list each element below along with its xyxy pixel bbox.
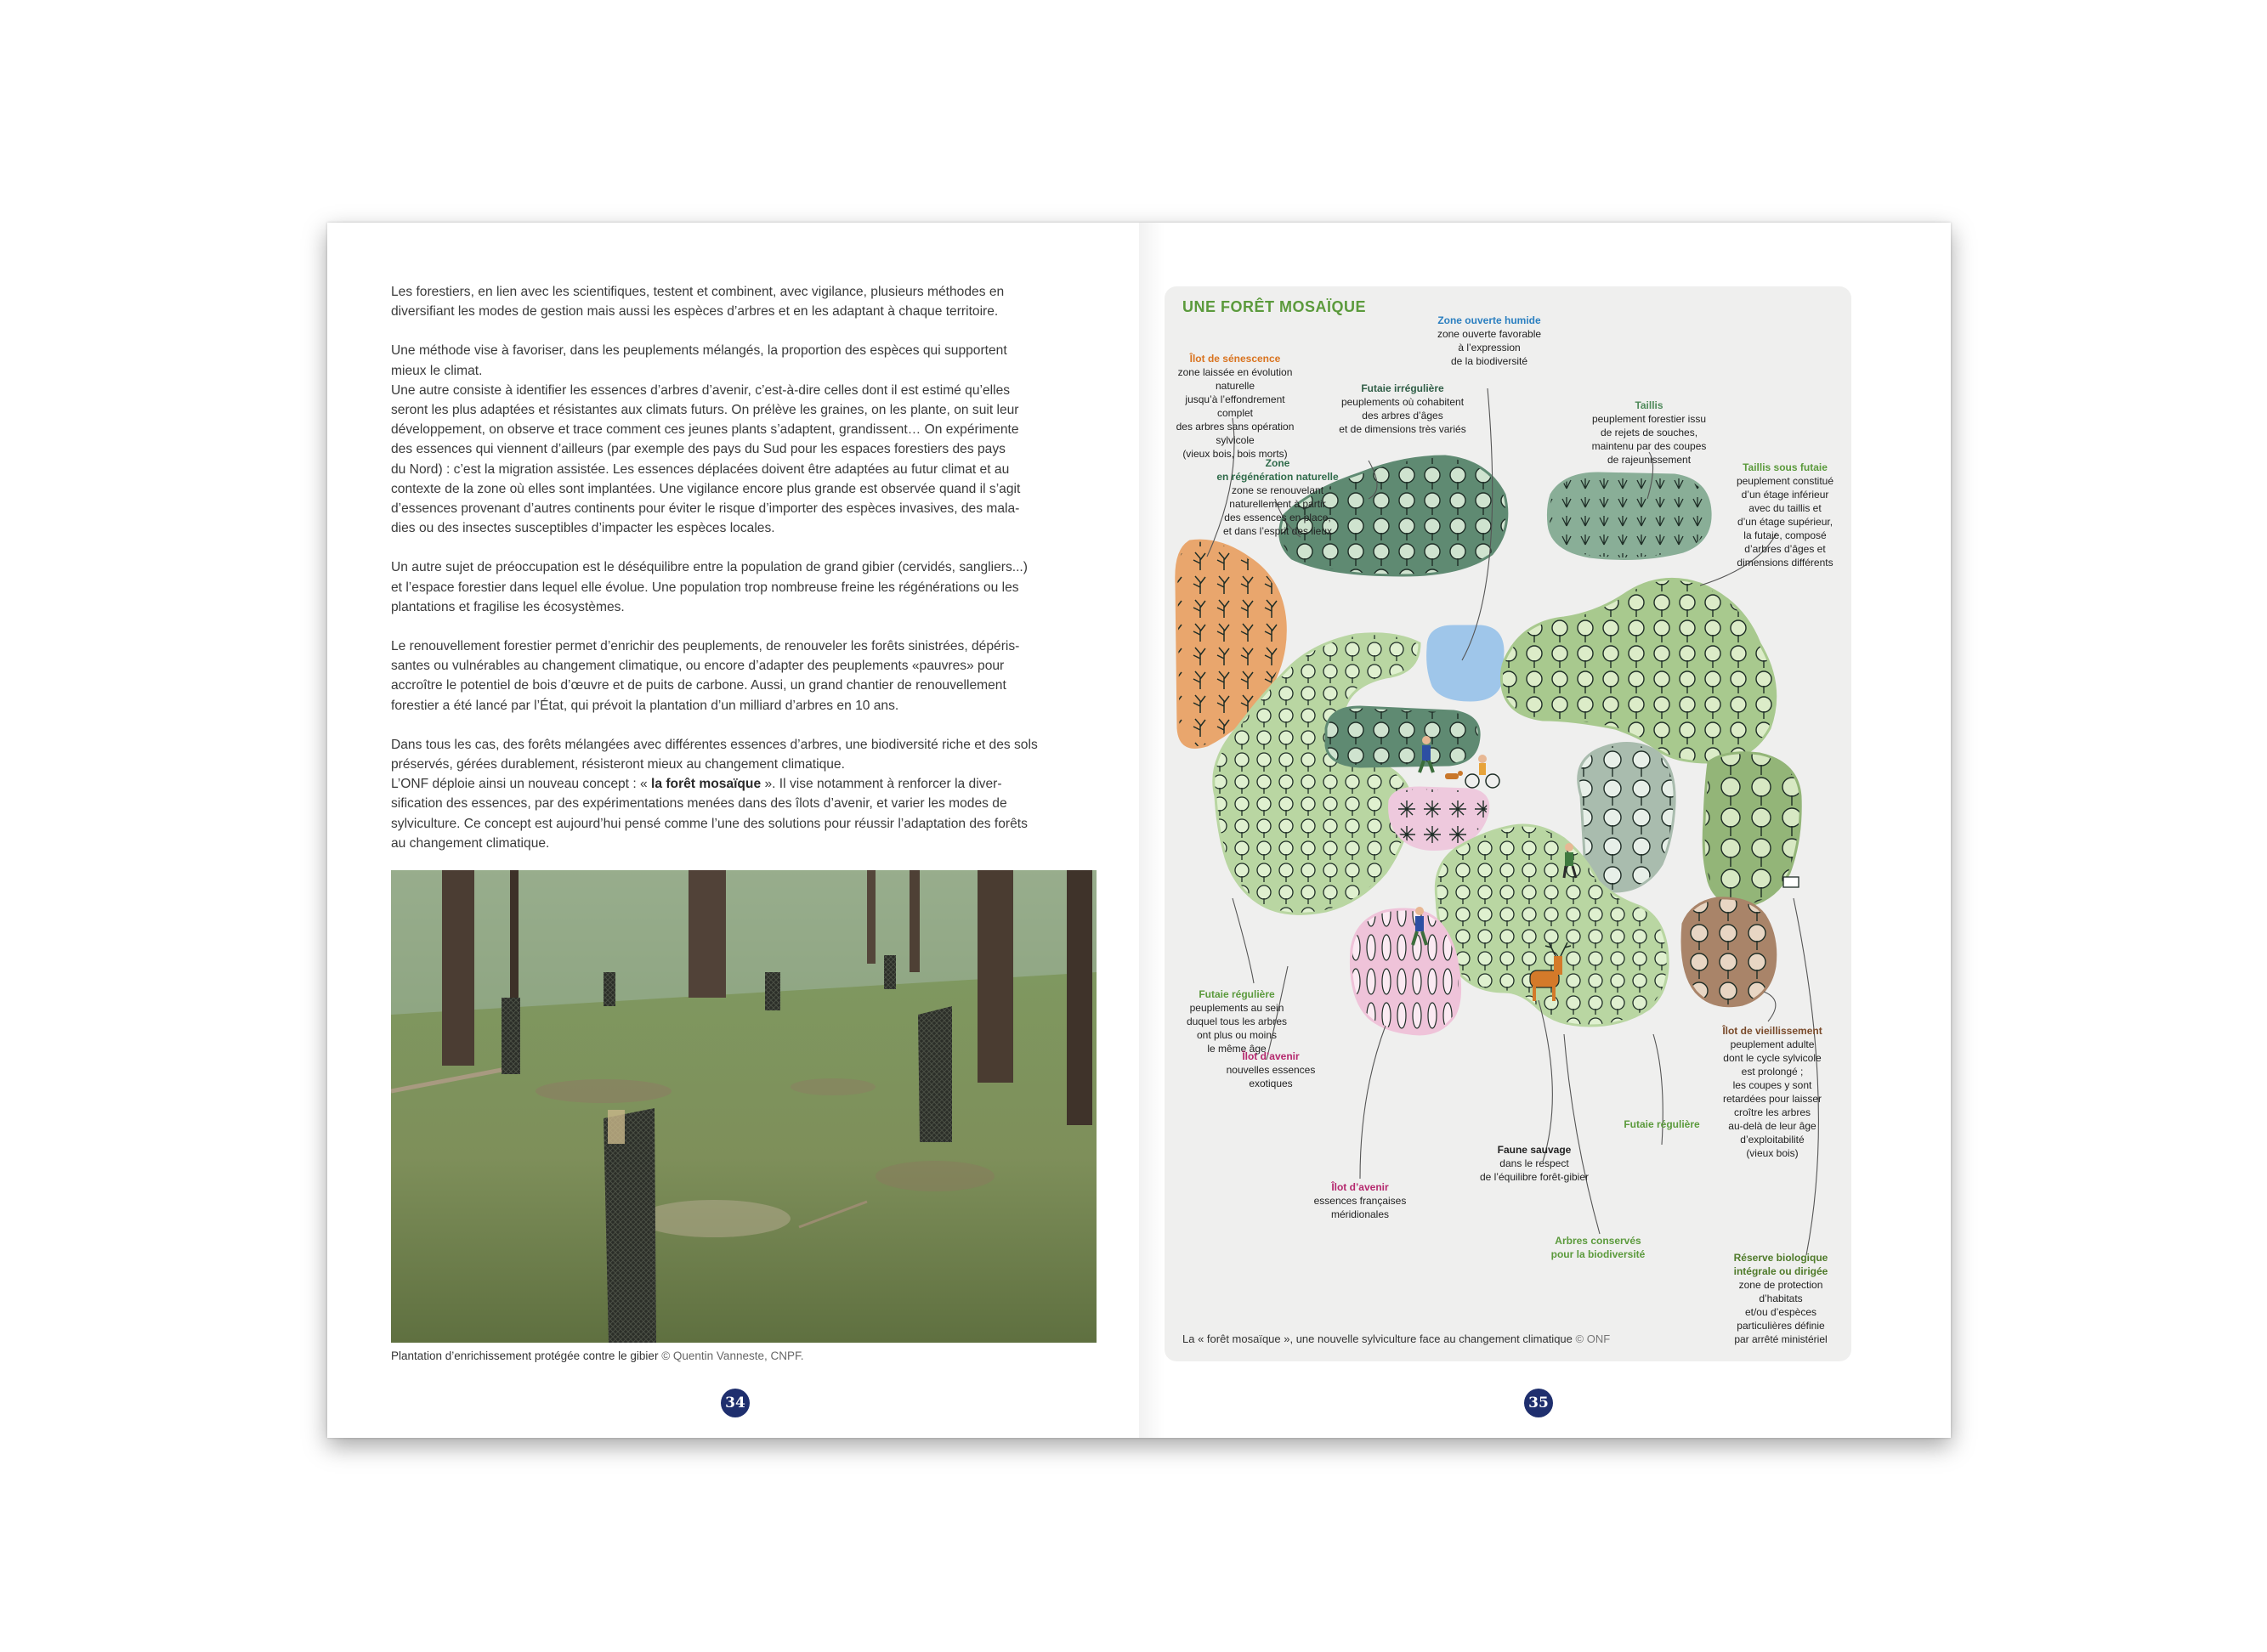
- panel-caption: [1182, 1332, 1610, 1345]
- label-line: croître les arbres: [1733, 1106, 1811, 1118]
- label-line: d’arbres d’âges et: [1744, 543, 1826, 555]
- label-line: dont le cycle sylvicole: [1723, 1052, 1822, 1064]
- text-line: Une méthode vise à favoriser, dans les peuplements mélangés, la proportion des espèces qui supportent: [391, 343, 1007, 359]
- paragraph-2: [391, 341, 1097, 538]
- label-line: exotiques: [1249, 1078, 1293, 1089]
- label-title: Zone ouverte humide: [1437, 314, 1541, 326]
- label-line: dans le respect: [1499, 1157, 1569, 1169]
- label-line: de rajeunissement: [1607, 454, 1692, 466]
- label-taillis-sous-futaie: [1726, 461, 1845, 569]
- label-title: Futaie régulière: [1624, 1118, 1700, 1130]
- label-line: de rejets de souches,: [1600, 427, 1698, 438]
- concept-name: la forêt mosaïque: [651, 777, 762, 792]
- label-line: essences françaises: [1313, 1195, 1407, 1207]
- label-line: peuplement constitué: [1736, 475, 1834, 487]
- label-line: (vieux bois): [1746, 1147, 1799, 1159]
- text-line: du Nord) : c’est la migration assistée. Les essences déplacées doivent être adaptées au futur climat et au: [391, 461, 1010, 477]
- zone-taillis: [1548, 473, 1710, 558]
- text-line: préservés, gérées durablement, résisteront mieux au changement climatique.: [391, 757, 845, 772]
- label-arbres-conserves: [1539, 1234, 1658, 1261]
- label-line: d’un étage supérieur,: [1737, 516, 1833, 528]
- text-line: diversifiant les modes de gestion mais aussi les espèces d’arbres et en les adaptant à chaque territoire.: [391, 304, 999, 320]
- label-ilot-avenir-francaises: [1301, 1180, 1420, 1221]
- label-line: zone se renouvelant: [1231, 484, 1324, 496]
- label-title: pour la biodiversité: [1550, 1248, 1646, 1260]
- text-line: sylviculture. Ce concept est aujourd’hui pensé comme l’une des solutions pour réussir l’adaptation des forêts: [391, 816, 1028, 831]
- left-body-text: [391, 282, 1097, 873]
- zone-futaie-irreguliere-small: [1326, 707, 1479, 767]
- label-line: jusqu’à l’effondrement complet: [1185, 393, 1285, 419]
- text-line: Dans tous les cas, des forêts mélangées avec différentes essences d’arbres, une biodiversité riche et des sols: [391, 737, 1038, 752]
- label-line: naturellement à partir: [1229, 498, 1326, 510]
- label-futaie-irreguliere: [1330, 382, 1475, 436]
- panel-caption-credit: © ONF: [1575, 1332, 1611, 1345]
- zone-avenir-francaises: [1351, 909, 1459, 1034]
- photo-caption-text: Plantation d’enrichissement protégée contre le gibier: [391, 1349, 659, 1362]
- label-line: nouvelles essences: [1226, 1064, 1316, 1076]
- zone-vieillissement: [1682, 898, 1776, 1006]
- text-line: mieux le climat.: [391, 363, 483, 378]
- label-line: dimensions différents: [1737, 557, 1833, 569]
- paragraph-4: [391, 636, 1097, 716]
- label-line: et dans l’esprit des lieux: [1222, 525, 1333, 537]
- panel-caption-text: La « forêt mosaïque », une nouvelle sylviculture face au changement climatique: [1182, 1332, 1573, 1345]
- label-futaie-reguliere-left: [1182, 987, 1292, 1055]
- label-title: Réserve biologique: [1733, 1252, 1828, 1264]
- label-line: et/ou d’espèces: [1744, 1306, 1817, 1318]
- label-title: Faune sauvage: [1497, 1144, 1572, 1156]
- label-line: avec du taillis et: [1748, 502, 1822, 514]
- label-line: particulières définie: [1737, 1320, 1825, 1332]
- label-line: les coupes y sont: [1732, 1079, 1812, 1091]
- label-title: Îlot de sénescence: [1189, 353, 1281, 365]
- text-line: au changement climatique.: [391, 835, 550, 851]
- label-title: Taillis sous futaie: [1743, 461, 1828, 473]
- reserve-sign-icon: [1783, 877, 1799, 887]
- text-line: contexte de la zone où elles sont implantées. Une vigilance encore plus grande est observée quand il s’agit: [391, 481, 1021, 496]
- label-line: des arbres d’âges: [1362, 410, 1443, 421]
- paragraph-5: [391, 735, 1097, 853]
- label-line: peuplements où cohabitent: [1340, 396, 1465, 408]
- label-title: Taillis: [1635, 399, 1663, 411]
- label-line: zone ouverte favorable: [1437, 328, 1542, 340]
- label-title: en régénération naturelle: [1216, 471, 1339, 483]
- label-line: des essences en place,: [1224, 512, 1331, 523]
- text-line: plantations et fragilise les écosystèmes.: [391, 599, 625, 614]
- forest-plantation-photo: [391, 870, 1097, 1343]
- label-ilot-vieillissement: [1709, 1024, 1836, 1160]
- photo-credit: © Quentin Vanneste, CNPF.: [661, 1349, 804, 1362]
- book-spread: [327, 223, 1951, 1438]
- page-number-right: 35: [1524, 1389, 1553, 1417]
- label-line: par arrêté ministériel: [1734, 1333, 1828, 1345]
- label-line: peuplement forestier issu: [1591, 413, 1707, 425]
- label-ilot-avenir-exotiques: [1216, 1049, 1326, 1090]
- label-line: le même âge: [1207, 1043, 1267, 1055]
- label-line: et de dimensions très variés: [1339, 423, 1466, 435]
- zone-taillis-sous-futaie: [1501, 579, 1775, 762]
- label-title: Îlot de vieillissement: [1722, 1025, 1822, 1037]
- text-line: accroître le potentiel de bois d’œuvre et de puits de carbone. Aussi, un grand chantier de renouvellement: [391, 678, 1006, 693]
- label-line: d’exploitabilité: [1740, 1134, 1805, 1146]
- label-line: maintenu par des coupes: [1591, 440, 1707, 452]
- label-line: retardées pour laisser: [1722, 1093, 1822, 1105]
- text-line: Le renouvellement forestier permet d’enrichir des peuplements, de renouveler les forêts sinistrées, dépéris-: [391, 639, 1020, 654]
- label-line: d’un étage inférieur: [1741, 489, 1829, 501]
- label-ilot-senescence: [1171, 352, 1299, 461]
- label-line: des arbres sans opération sylvicole: [1176, 421, 1295, 446]
- right-page: [1139, 223, 1951, 1438]
- onf-line-end: ». Il vise notamment à renforcer la diver-: [761, 777, 1002, 792]
- text-line: Les forestiers, en lien avec les scientifiques, testent et combinent, avec vigilance, plusieurs méthodes en: [391, 285, 1005, 299]
- label-line: à l’expression: [1458, 342, 1521, 354]
- label-line: zone laissée en évolution naturelle: [1177, 366, 1293, 392]
- label-zone-ouverte-humide: [1430, 314, 1549, 368]
- label-line: méridionales: [1330, 1208, 1390, 1220]
- cyclist-icon: [1465, 755, 1499, 788]
- label-line: d’habitats: [1759, 1293, 1803, 1304]
- label-title: Arbres conservés: [1555, 1235, 1641, 1247]
- label-line: peuplement adulte: [1730, 1038, 1815, 1050]
- label-taillis: [1581, 399, 1717, 467]
- label-line: la futaie, composé: [1743, 529, 1827, 541]
- text-line: dies ou des insectes susceptibles d’impacter les espèces locales.: [391, 521, 775, 536]
- mosaic-forest-panel: [1165, 286, 1851, 1361]
- label-futaie-reguliere-right: [1611, 1117, 1713, 1131]
- label-title: intégrale ou dirigée: [1733, 1265, 1828, 1277]
- label-line: zone de protection: [1738, 1279, 1823, 1291]
- text-line: seront les plus adaptées et résistantes aux climats futurs. On prélève les graines, on les plante, on suit leur: [391, 403, 1019, 418]
- label-title: Zone: [1265, 457, 1290, 469]
- label-regeneration-naturelle: [1205, 456, 1350, 538]
- label-title: Îlot d’avenir: [1331, 1181, 1389, 1193]
- text-line: sification des essences, par des expérimentations menées dans des îlots d’avenir, et varier les modes de: [391, 796, 1007, 812]
- photo-caption: [391, 1349, 803, 1362]
- text-line: développement, on observe et trace comment ces jeunes plants s’adaptent, grandissent… On expérimente: [391, 422, 1019, 438]
- left-page: [327, 223, 1139, 1438]
- label-line: est prolongé ;: [1741, 1066, 1804, 1078]
- label-line: de l’équilibre forêt-gibier: [1479, 1171, 1590, 1183]
- photo-illustration: [391, 870, 1097, 1343]
- text-line: santes ou vulnérables au changement climatique, ou encore d’adapter des peuplements «pauvres» pour: [391, 659, 1005, 674]
- dog-icon: [1445, 771, 1463, 779]
- label-reserve-biologique: [1717, 1251, 1845, 1346]
- onf-line-start: L’ONF déploie ainsi un nouveau concept : «: [391, 777, 652, 792]
- label-line: ont plus ou moins: [1196, 1029, 1278, 1041]
- text-line: et l’espace forestier dans lequel elle évolue. Une population trop nombreuse freine les régénérations ou les: [391, 580, 1019, 595]
- label-line: de la biodiversité: [1450, 355, 1528, 367]
- text-line: des essences qui viennent d’ailleurs (par exemple des pays du Sud pour les espaces forestiers des pays: [391, 442, 1006, 457]
- label-title: Futaie régulière: [1199, 988, 1275, 1000]
- label-line: peuplements au sein: [1189, 1002, 1284, 1014]
- text-line: d’essences provenant d’autres continents pour éviter le risque d’importer des espèces invasives, des mala-: [391, 501, 1020, 517]
- text-line: forestier a été lancé par l’État, qui prévoit la plantation d’un milliard d’arbres en 10 ans.: [391, 698, 899, 713]
- panel-title: UNE FORÊT MOSAÏQUE: [1182, 298, 1367, 315]
- page-number-left: 34: [721, 1389, 750, 1417]
- paragraph-3: [391, 557, 1097, 617]
- zone-humide: [1428, 626, 1503, 700]
- label-faune-sauvage: [1458, 1143, 1611, 1184]
- label-line: duquel tous les arbres: [1186, 1016, 1288, 1027]
- text-line: Un autre sujet de préoccupation est le déséquilibre entre la population de grand gibier (cervidés, sangliers...): [391, 560, 1028, 575]
- paragraph-1: [391, 282, 1097, 321]
- label-line: (vieux bois, bois morts): [1182, 448, 1288, 460]
- label-title: Futaie irrégulière: [1361, 382, 1444, 394]
- label-line: au-delà de leur âge: [1728, 1120, 1816, 1132]
- label-title: Îlot d’avenir: [1242, 1050, 1300, 1062]
- text-line: Une autre consiste à identifier les essences d’arbres d’avenir, c’est-à-dire celles dont il est estimé qu’elles: [391, 382, 1011, 398]
- onf-line: [391, 774, 1097, 794]
